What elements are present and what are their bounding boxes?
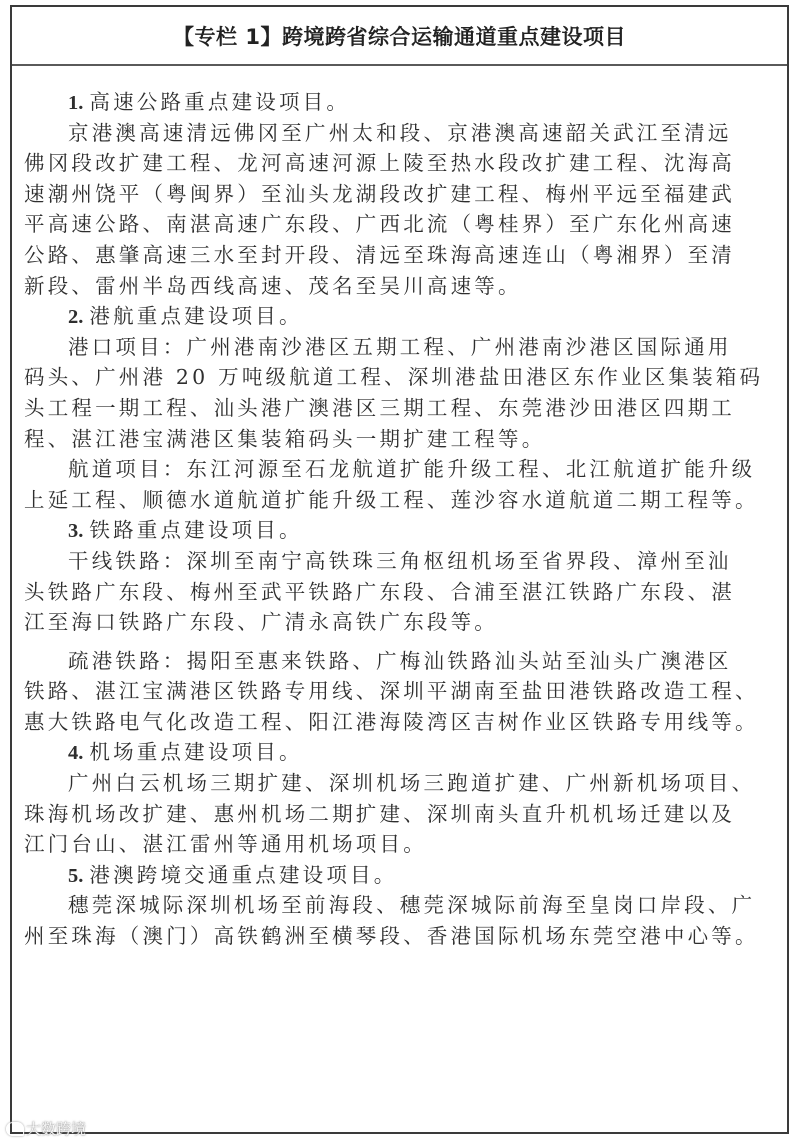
text-line: 航道项目：东江河源至石龙航道扩能升级工程、北江航道扩能升级 [68, 457, 756, 482]
section-heading: 4. 机场重点建设项目。 [68, 740, 303, 765]
text-line: 上延工程、顺德水道航道扩能升级工程、莲沙容水道航道二期工程等。 [24, 487, 759, 512]
text-line: 新段、雷州半岛西线高速、茂名至吴川高速等。 [24, 273, 522, 298]
text-line: 疏港铁路：揭阳至惠来铁路、广梅汕铁路汕头站至汕头广澳港区 [68, 648, 732, 673]
text-line: 头工程一期工程、汕头港广澳港区三期工程、东莞港沙田港区四期工 [24, 395, 735, 420]
text-line: 江至海口铁路广东段、广清永高铁广东段等。 [24, 610, 498, 635]
text-line: 广州白云机场三期扩建、深圳机场三跑道扩建、广州新机场项目、 [68, 771, 756, 796]
text-line: 珠海机场改扩建、惠州机场二期扩建、深圳南头直升机机场迁建以及 [24, 801, 735, 826]
section-heading: 2. 港航重点建设项目。 [68, 304, 303, 329]
text-line: 码头、广州港 20 万吨级航道工程、深圳港盐田港区东作业区集装箱码 [24, 365, 764, 390]
text-line: 州至珠海（澳门）高铁鹤洲至横琴段、香港国际机场东莞空港中心等。 [24, 924, 759, 949]
text-line: 头铁路广东段、梅州至武平铁路广东段、合浦至湛江铁路广东段、湛 [24, 579, 735, 604]
text-line: 佛冈段改扩建工程、龙河高速河源上陵至热水段改扩建工程、沈海高 [24, 151, 735, 176]
text-line: 惠大铁路电气化改造工程、阳江港海陵湾区吉树作业区铁路专用线等。 [24, 709, 759, 734]
text-line: 程、湛江港宝满港区集装箱码头一期扩建工程等。 [24, 426, 546, 451]
text-line: 京港澳高速清远佛冈至广州太和段、京港澳高速韶关武江至清远 [68, 120, 732, 145]
watermark [6, 1118, 86, 1139]
text-line: 穗莞深城际深圳机场至前海段、穗莞深城际前海至皇岗口岸段、广 [68, 893, 756, 918]
text-line: 江门台山、湛江雷州等通用机场项目。 [24, 832, 427, 857]
section-heading: 5. 港澳跨境交通重点建设项目。 [68, 862, 398, 887]
chat-bubble-logo-icon [6, 1122, 24, 1136]
section-heading: 3. 铁路重点建设项目。 [68, 518, 303, 543]
box-title: 【专栏 1】跨境跨省综合运输通道重点建设项目 [173, 24, 626, 49]
watermark-text: 大数跨境 [26, 1120, 87, 1138]
feature-box [10, 5, 789, 1134]
text-line: 铁路、湛江宝满港区铁路专用线、深圳平湖南至盐田港铁路改造工程、 [24, 679, 759, 704]
box-content [24, 87, 776, 952]
text-line: 港口项目：广州港南沙港区五期工程、广州港南沙港区国际通用 [68, 334, 732, 359]
text-line: 公路、惠肇高速三水至封开段、清远至珠海高速连山（粤湘界）至清 [24, 242, 735, 267]
text-line: 干线铁路：深圳至南宁高铁珠三角枢纽机场至省界段、漳州至汕 [68, 548, 732, 573]
section-heading: 1. 高速公路重点建设项目。 [68, 90, 351, 114]
text-line: 平高速公路、南湛高速广东段、广西北流（粤桂界）至广东化州高速 [24, 212, 735, 237]
title-band [12, 7, 787, 66]
text-line: 速潮州饶平（粤闽界）至汕头龙湖段改扩建工程、梅州平远至福建武 [24, 181, 735, 206]
